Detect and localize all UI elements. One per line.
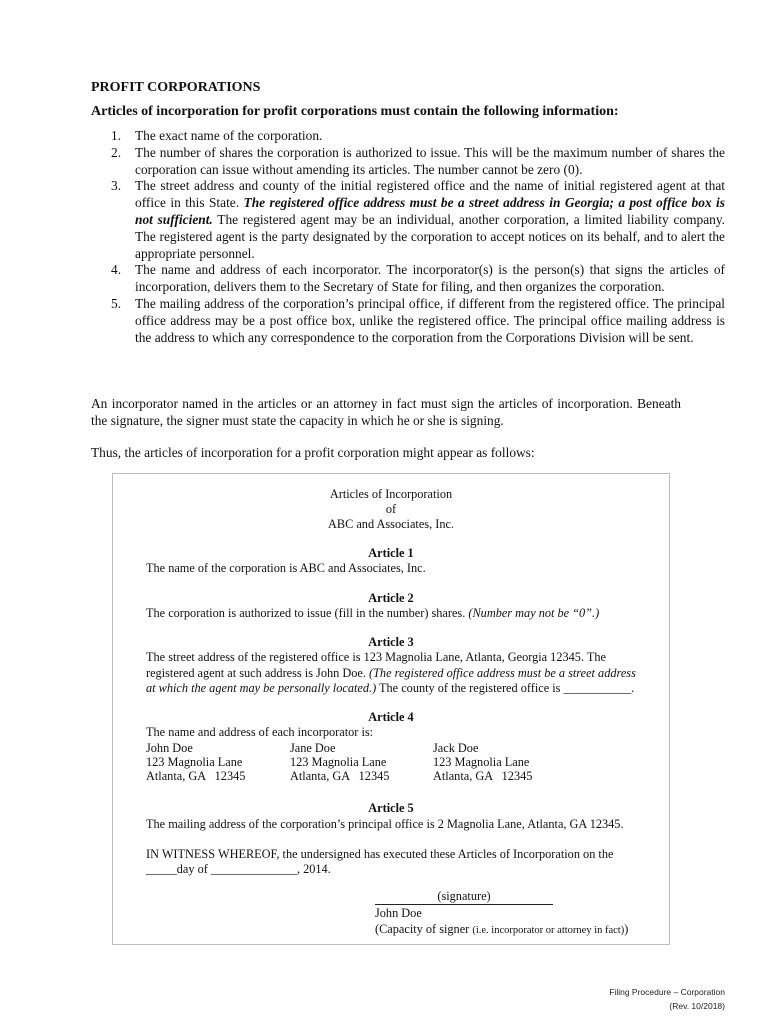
section-subheading: Articles of incorporation for profit corporations must contain the following information: (91, 104, 619, 119)
capacity-close: ) (624, 922, 629, 936)
list-item-text: The registered agent may be an individual, another corporation, a limited liability company. The registered agent is the party designated by the corporation to accept notices on its behalf, and to alert the appropriate personnel. (135, 211, 726, 261)
article-text: The street address of the registered office is 123 Magnolia Lane, Atlanta, Georgia 12345. The (146, 650, 606, 664)
list-number: 3. (111, 178, 122, 194)
article-text-main: registered agent at such address is John Doe. (146, 666, 369, 680)
article-text (146, 681, 634, 697)
list-item (111, 262, 725, 296)
article-text-main: The county of the registered office is ___________. (376, 681, 635, 695)
signature-line (375, 889, 553, 905)
requirements-list (91, 128, 725, 346)
list-item (111, 128, 725, 145)
signature-label: (signature) (437, 889, 491, 903)
article-heading: Article 5 (368, 801, 414, 815)
article-text-main: The corporation is authorized to issue (fill in the number) shares. (146, 606, 469, 620)
capacity-note: (i.e. incorporator or attorney in fact) (472, 925, 625, 936)
incorporator-name: Jack Doe (433, 741, 479, 755)
section-heading: PROFIT CORPORATIONS (91, 80, 261, 95)
incorporator-street: 123 Magnolia Lane (433, 755, 530, 769)
article-note: (Number may not be “0”.) (468, 606, 600, 620)
witness-text: IN WITNESS WHEREOF, the undersigned has executed these Articles of Incorporation on the (146, 847, 614, 861)
list-item (111, 144, 725, 179)
incorporator-street: 123 Magnolia Lane (146, 755, 243, 769)
article-text (146, 606, 599, 622)
article-note: at which the agent may be personally located.) (146, 681, 377, 695)
signer-name: John Doe (375, 906, 422, 920)
example-company-name: ABC and Associates, Inc. (327, 517, 455, 531)
list-item (111, 295, 725, 346)
article-text (146, 666, 636, 682)
example-title-of: of (385, 502, 397, 516)
article-note: (The registered office address must be a street address (369, 666, 636, 680)
emphasis-text: The registered office address must be a street address in Georgia; a post office box is not sufficient. (135, 195, 725, 227)
list-item-text: The name and address of each incorporator. The incorporator(s) is the person(s) that signs the articles of incorporation, delivers them to the Secretary of State for filing, and then organizes the corporation. (135, 262, 725, 295)
signer-capacity (375, 922, 628, 939)
list-item-text: The street address and county of the initial registered office and the name of initial registered agent at that office in this State. (135, 178, 725, 211)
incorporator-paragraph: An incorporator named in the articles or an attorney in fact must sign the articles of incorporation. Beneath the signature, the signer must state the capacity in which he or she is signing. (91, 396, 681, 428)
incorporator-city: Atlanta, GA 12345 (290, 769, 390, 783)
list-item-text: The exact name of the corporation. (135, 128, 323, 143)
list-number: 5. (111, 295, 122, 311)
list-number: 1. (111, 128, 122, 143)
article-heading: Article 3 (368, 635, 414, 649)
incorporator-street: 123 Magnolia Lane (290, 755, 387, 769)
article-heading: Article 4 (368, 710, 414, 724)
article-text: The name of the corporation is ABC and Associates, Inc. (146, 561, 426, 575)
incorporator-entry (290, 741, 389, 783)
incorporator-name: John Doe (146, 741, 193, 755)
incorporator-entry (433, 741, 532, 783)
example-title: Articles of Incorporation (329, 487, 453, 501)
witness-date-line: _____day of ______________, 2014. (146, 862, 331, 876)
example-intro: Thus, the articles of incorporation for a profit corporation might appear as follows: (91, 445, 535, 460)
article-text: The name and address of each incorporator is: (146, 725, 374, 739)
article-text: The mailing address of the corporation’s principal office is 2 Magnolia Lane, Atlanta, GA 12345. (146, 817, 624, 831)
article-heading: Article 1 (368, 546, 414, 560)
list-item-text: The number of shares the corporation is authorized to issue. This will be the maximum number of shares the corporation can issue without amending its articles. The number cannot be zero (0). (135, 144, 725, 177)
list-number: 2. (111, 144, 122, 160)
list-item (111, 178, 726, 262)
example-articles-box (112, 473, 670, 945)
capacity-text: (Capacity of signer (375, 922, 473, 936)
incorporator-name: Jane Doe (290, 741, 336, 755)
list-number: 4. (111, 262, 122, 278)
footer-revision: (Rev. 10/2018) (669, 1001, 725, 1011)
footer-title: Filing Procedure – Corporation (609, 987, 725, 997)
article-heading: Article 2 (368, 591, 414, 605)
incorporator-city: Atlanta, GA 12345 (146, 769, 246, 783)
incorporator-city: Atlanta, GA 12345 (433, 769, 533, 783)
incorporator-entry (146, 741, 245, 783)
list-item-text: The mailing address of the corporation’s principal office, if different from the registered office. The principal office address may be a post office box, unlike the registered office. The principal office mailing address is the address to which any correspondence to the corporation from the Corporations Division will be sent. (135, 295, 725, 345)
